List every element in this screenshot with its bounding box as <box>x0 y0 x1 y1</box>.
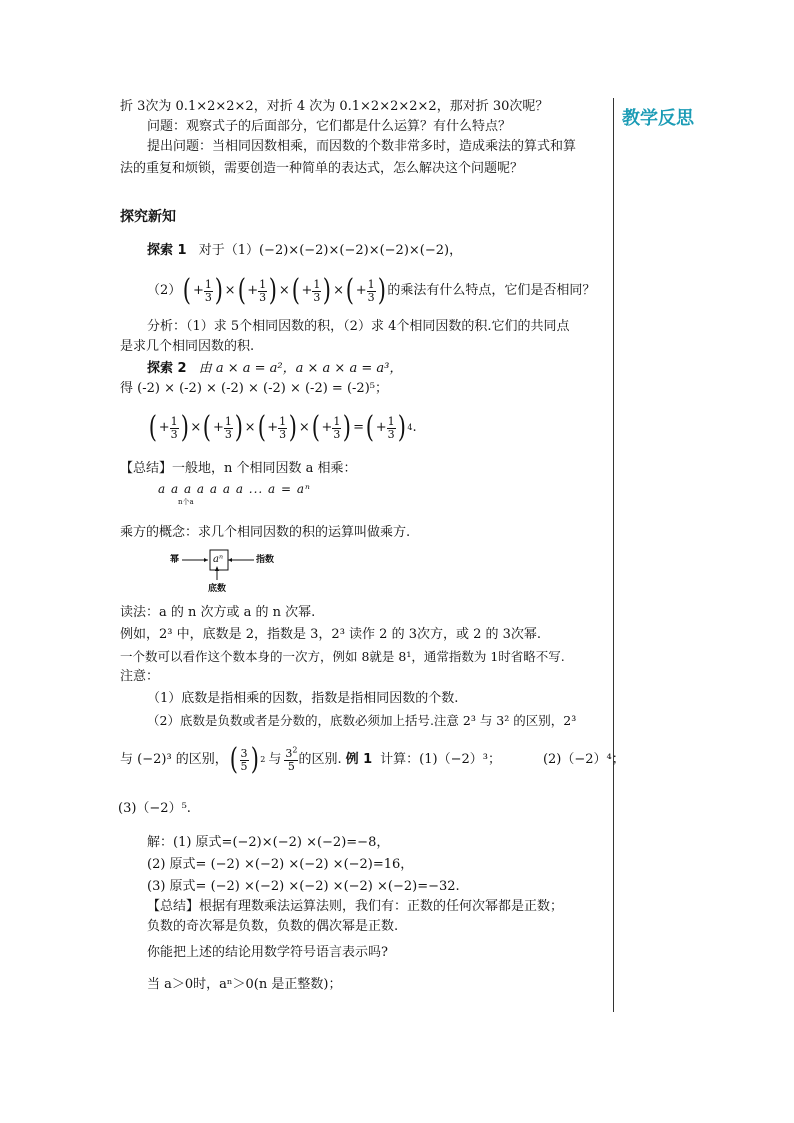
note-3c: 的区别. <box>298 752 342 767</box>
reading-line-3: 一个数可以看作这个数本身的一次方，例如 8就是 8¹，通常指数为 1时省略不写. <box>120 649 565 664</box>
summary2-line-1: 【总结】根据有理数乘法运算法则，我们有：正数的任何次幂都是正数； <box>147 899 564 914</box>
fraction-one-third: $\frac{1}{3}$ <box>259 277 267 304</box>
note-2: （2）底数是负数或者是分数的，底数必须加上括号.注意 2³ 与 3² 的区别，2³ <box>147 713 577 728</box>
power-diagram <box>170 548 280 598</box>
example-2: (2)（−2）⁴； <box>542 752 625 767</box>
analysis-line-1: 分析：（1）求 5个相同因数的积，（2）求 4个相同因数的积.它们的共同点 <box>147 319 570 334</box>
explore1-line <box>147 242 462 260</box>
diagram-exponent-label: 指数 <box>256 555 275 565</box>
reading-line-1: 读法：a 的 n 次方或 a 的 n 次幂. <box>120 605 316 620</box>
note-3a: 与 (−2)³ 的区别， <box>120 752 228 767</box>
section-title: 探究新知 <box>120 209 176 225</box>
question-line: 你能把上述的结论用数学符号语言表示吗? <box>147 945 388 960</box>
explore2-line <box>147 360 402 378</box>
intro-line-3: 提出问题：当相同因数相乘，而因数的个数非常多时，造成乘法的算式和算 <box>147 139 577 154</box>
item2-prefix: （2） <box>147 283 182 298</box>
explore2-text: 由 a × a = a²，a × a × a = a³， <box>198 361 403 376</box>
example-3: (3)（−2）⁵. <box>118 801 191 816</box>
summary1-text: 【总结】一般地，n 个相同因数 a 相乘： <box>120 461 357 476</box>
analysis-line-2: 是求几个相同因数的积. <box>120 339 255 354</box>
side-title: 教学反思 <box>622 108 694 129</box>
diagram-base-label: 底数 <box>208 584 227 594</box>
intro-line-2: 问题：观察式子的后面部分，它们都是什么运算？有什么特点？ <box>147 119 512 134</box>
explore2-result: 得 (-2) × (-2) × (-2) × (-2) × (-2) = (-2)⁵； <box>120 381 388 396</box>
fraction-one-third: $\frac{1}{3}$ <box>204 277 212 304</box>
summary1-under: n个a <box>178 498 194 506</box>
solution-1: 解：(1) 原式=(−2)×(−2) ×(−2)=−8， <box>147 835 390 850</box>
intro-line-4: 法的重复和烦锁，需要创造一种简单的表达式，怎么解决这个问题呢？ <box>120 161 524 176</box>
item2-suffix: 的乘法有什么特点，它们是否相同？ <box>387 283 596 298</box>
note-3b: 与 <box>268 752 282 767</box>
concept-line: 乘方的概念：求几个相同因数的积的运算叫做乘方. <box>120 525 411 540</box>
summary2-line-2: 负数的奇次幂是负数，负数的偶次幂是正数. <box>147 919 399 934</box>
intro-line-1: 折 3次为 0.1×2×2×2，对折 4 次为 0.1×2×2×2×2，那对折 30次呢？ <box>120 99 549 114</box>
explore1-label: 探索 1 <box>147 243 187 258</box>
diagram-power-label: 幂 <box>170 555 180 565</box>
example-label: 例 1 <box>345 752 373 767</box>
solution-2: (2) 原式= (−2) ×(−2) ×(−2) ×(−2)=16， <box>147 857 414 872</box>
diagram-symbol: aⁿ <box>213 554 224 565</box>
note-label: 注意： <box>120 669 160 684</box>
note-1: （1）底数是指相乘的因数，指数是指相同因数的个数. <box>147 691 459 706</box>
fraction-one-third: $\frac{1}{3}$ <box>367 277 375 304</box>
explore1-text: 对于（1）(−2)×(−2)×(−2)×(−2)×(−2)， <box>198 243 463 258</box>
column-divider <box>613 98 614 1012</box>
reading-line-2: 例如，2³ 中，底数是 2，指数是 3，2³ 读作 2 的 3次方，或 2 的 3次幂. <box>120 627 542 642</box>
summary1-formula: a a a a a a a ... a = aⁿ <box>158 482 311 496</box>
fraction-one-third: $\frac{1}{3}$ <box>313 277 321 304</box>
example-text: 计算：(1)（−2）³； <box>380 752 501 767</box>
explore1-item2: （2） ( + $\frac{1}{3}$ ) × ( + $\frac{1}{3}$ ) × ( + $\frac{1}{3}$ ) × ( + $\frac{1}{3}$ ) 的乘法有什么特点，它们是否相同？ <box>147 273 596 308</box>
solution-3: (3) 原式= (−2) ×(−2) ×(−2) ×(−2) ×(−2)=−32. <box>147 879 460 894</box>
explore2-label: 探索 2 <box>147 361 187 376</box>
explore2-fraction-line: ( + $\frac{1}{3}$ ) × ( + $\frac{1}{3}$ ) × ( + $\frac{1}{3}$ ) × ( + $\frac{1}{3}$ ) = ( + $\frac{1}{3}$ ) 4 . <box>148 410 417 445</box>
last-line: 当 a＞0时，aⁿ＞0(n 是正整数)； <box>147 977 342 992</box>
note-3-line: 与 (−2)³ 的区别， ( $\frac{3}{5}$ ) 2 与 $\frac{3^2}{5}$ 的区别. 例 1 计算：(1)（−2）³； (2)（−2）⁴； <box>120 742 625 777</box>
